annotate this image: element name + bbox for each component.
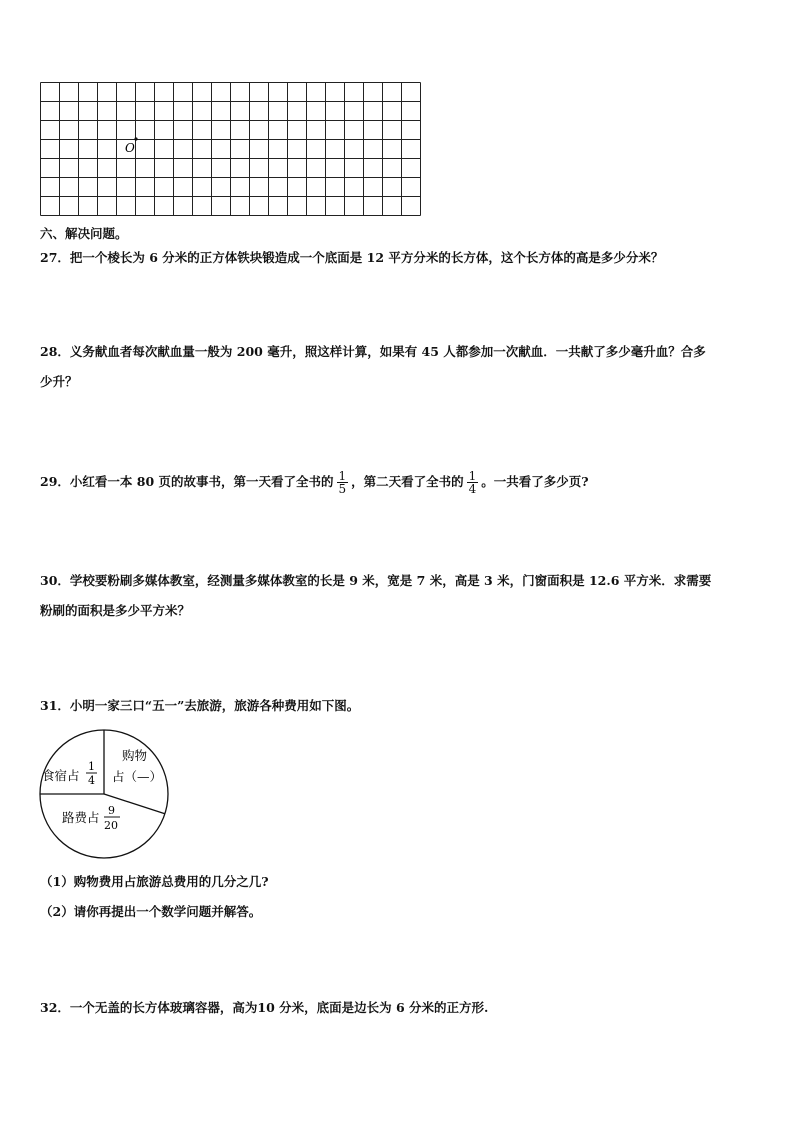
pie-label-shopping <box>112 748 162 784</box>
question-28-line2: 少升？ <box>40 374 78 389</box>
expense-pie-chart <box>36 726 172 862</box>
origin-point <box>134 137 137 140</box>
pie-label-travel <box>62 804 120 832</box>
question-30-line1: 30．学校要粉刷多媒体教室，经测量多媒体教室的长是 9 米，宽是 7 米，高是 3 米，门窗面积是 12.6 平方米．求需要 <box>40 573 712 588</box>
fraction-denominator: 4 <box>468 482 477 496</box>
shopping-label-line2: 占（—） <box>112 769 163 784</box>
fraction-numerator: 1 <box>468 469 477 483</box>
pie-label-lodging <box>42 760 97 787</box>
question-31-sub1: （1）购物费用占旅游总费用的几分之几? <box>40 874 269 889</box>
coordinate-grid <box>40 82 422 218</box>
lodging-fraction-denominator: 4 <box>88 774 95 787</box>
fraction-one-fifth <box>337 470 349 495</box>
question-29-part2: ，第二天看了全书的 <box>351 474 464 489</box>
question-28-line1: 28．义务献血者每次献血量一般为 200 毫升，照这样计算，如果有 45 人都参加一次献血．一共献了多少毫升血？合多 <box>40 344 706 359</box>
question-32: 32．一个无盖的长方体玻璃容器，高为10 分米，底面是边长为 6 分米的正方形. <box>40 1000 489 1015</box>
fraction-one-fourth <box>467 470 479 495</box>
travel-fraction-numerator: 9 <box>108 804 115 817</box>
question-29 <box>40 470 589 495</box>
question-29-part1: 29．小红看一本 80 页的故事书，第一天看了全书的 <box>40 474 334 489</box>
question-30-line2: 粉刷的面积是多少平方米？ <box>40 603 191 618</box>
origin-label: O <box>125 141 135 155</box>
question-31-sub2: （2）请你再提出一个数学问题并解答。 <box>40 904 262 919</box>
question-27: 27．把一个棱长为 6 分米的正方体铁块锻造成一个底面是 12 平方分米的长方体，这个长方体的高是多少分米？ <box>40 250 664 265</box>
travel-label: 路费占 <box>62 810 100 825</box>
shopping-label-line1: 购物 <box>122 748 148 763</box>
question-29-part3: 。一共看了多少页? <box>481 474 589 489</box>
travel-fraction-denominator: 20 <box>104 819 118 832</box>
lodging-label: 食宿占 <box>42 768 80 783</box>
section-title: 六、解决问题。 <box>40 226 128 241</box>
fraction-numerator: 1 <box>338 469 347 483</box>
fraction-denominator: 5 <box>338 482 347 496</box>
lodging-fraction-numerator: 1 <box>88 760 95 773</box>
question-31: 31．小明一家三口“五一”去旅游，旅游各种费用如下图。 <box>40 698 360 713</box>
